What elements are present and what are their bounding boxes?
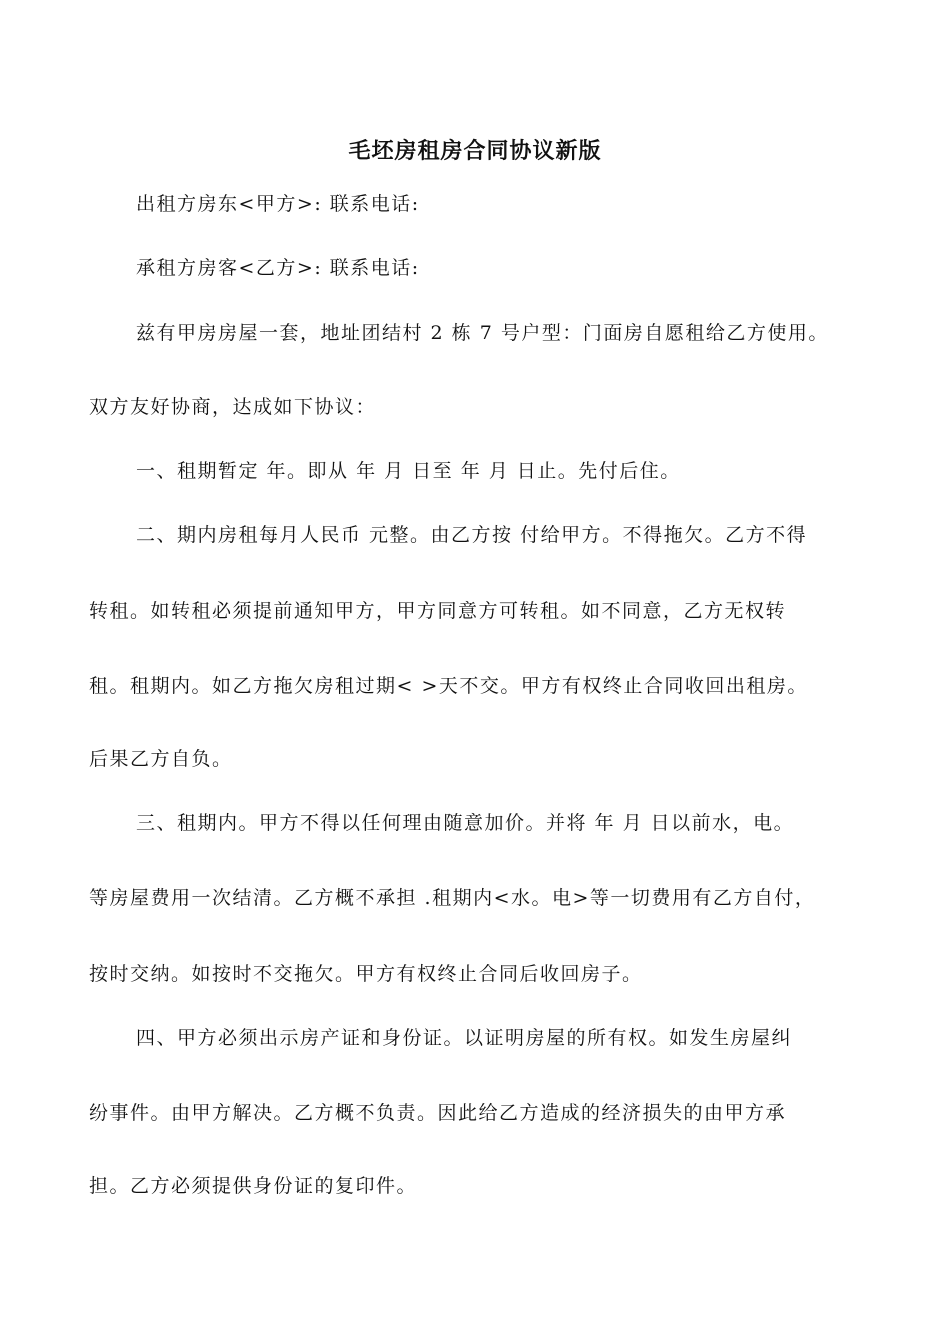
clause-4-line: 四、甲方必须出示房产证和身份证。以证明房屋的所有权。如发生房屋纠: [136, 1027, 793, 1049]
paragraph-line: 双方友好协商，达成如下协议：: [89, 396, 377, 418]
lessee-line: 承租方房客<乙方>: 联系电话:: [136, 257, 420, 279]
document-title: 毛坯房租房合同协议新版: [348, 138, 602, 164]
clause-2-line: 二、期内房租每月人民币 元整。由乙方按 付给甲方。不得拖欠。乙方不得: [136, 524, 808, 546]
clause-1-line: 一、租期暂定 年。即从 年 月 日至 年 月 日止。先付后住。: [136, 460, 681, 482]
clause-3-line: 等房屋费用一次结清。乙方概不承担 .租期内<水。电>等一切费用有乙方自付，: [89, 887, 816, 909]
paragraph-line: 兹有甲房房屋一套，地址团结村 2 栋 7 号户型：门面房自愿租给乙方使用。: [136, 322, 829, 344]
clause-4-line: 担。乙方必须提供身份证的复印件。: [89, 1175, 418, 1197]
clause-2-line: 后果乙方自负。: [89, 748, 233, 770]
clause-3-line: 三、租期内。甲方不得以任何理由随意加价。并将 年 月 日以前水，电。: [136, 812, 795, 834]
clause-3-line: 按时交纳。如按时不交拖欠。甲方有权终止合同后收回房子。: [89, 963, 643, 985]
clause-2-line: 租。租期内。如乙方拖欠房租过期< >天不交。甲方有权终止合同收回出租房。: [89, 675, 808, 697]
clause-4-line: 纷事件。由甲方解决。乙方概不负责。因此给乙方造成的经济损失的由甲方承: [89, 1102, 787, 1124]
clause-2-line: 转租。如转租必须提前通知甲方，甲方同意方可转租。如不同意，乙方无权转: [89, 600, 787, 622]
lessor-line: 出租方房东<甲方>: 联系电话:: [136, 193, 420, 215]
